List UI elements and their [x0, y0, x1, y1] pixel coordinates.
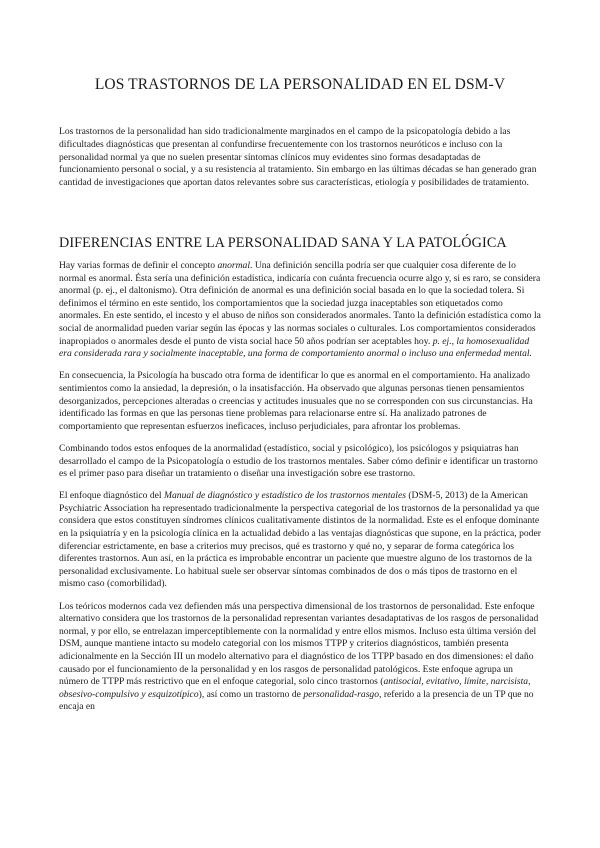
text-run: El enfoque diagnóstico del: [59, 490, 164, 502]
paragraph-dimensional: [59, 601, 542, 714]
paragraph-psychology: En consecuencia, la Psicología ha buscado otra forma de identificar lo que es anormal en el comportamiento. Ha analizado sentimientos como la ansiedad, la depresión, o la insatisfacción. Ha observado que algunas personas tienen pensamientos desorganizados, percepciones alteradas o creencias y actitudes inusuales que no se corresponden con sus circunstancias. Ha identificado las formas en que las personas tiene problemas para relacionarse entre sí. Ha analizado patrones de comportamiento que representan esfuerzos ineficaces, incluso perjudiciales, para afrontar los problemas.: [59, 370, 533, 432]
text-run: (DSM-5, 2013) de la American Psychiatric Association ha representado tradicionalmente la perspectiva categorial de los trastornos de la personalidad ya que considera que estos constituyen síndromes clínicos cualitativamente distintos de la normalidad. Este es el enfoque dominante en la psiquiatría y en la psicología clínica en la actualidad debido a las ventajas diagnósticas que supone, en la práctica, poder diferenciar estrictamente, en base a criterios muy precisos, qué es trastorno y qué no, y separar de forma categórica los diferentes trastornos. Aun así, en la práctica es improbable encontrar un paciente que muestre alguno de los trastornos de la personalidad exclusivamente. Lo habitual suele ser observar síntomas combinados de dos o más tipos de trastorno en el mismo caso (comorbilidad).: [59, 490, 541, 590]
paragraph-dsm-approach: [59, 490, 542, 591]
text-run: , referido a la presencia de un TP que no encaja en: [59, 688, 534, 713]
section-body: [59, 260, 542, 724]
italic-term: personalidad-rasgo: [303, 688, 380, 700]
paragraph-psychopathology: Combinando todos estos enfoques de la anormalidad (estadístico, social y psicológico), los psicólogos y psiquiatras han desarrollado el campo de la Psicopatología o estudio de los trastornos mentales. Saber cómo definir e identificar un trastorno es el primer paso para diseñar un tratamiento o diseñar una investigación sobre ese trastorno.: [59, 442, 538, 480]
italic-disorder-list: antisocial, evitativo, límite, narcisista, obsesivo-compulsivo y esquizotípico: [59, 676, 531, 700]
document-title: LOS TRASTORNOS DE LA PERSONALIDAD EN EL DSM-V: [94, 76, 506, 93]
italic-term: anormal: [217, 260, 251, 271]
intro-paragraph: Los trastornos de la personalidad han sido tradicionalmente marginados en el campo de la psicopatología debido a las dificultades diagnósticas que presentan al confundirse frecuentemente con los trastornos neuróticos e incluso con la personalidad normal ya que no suelen presentar síntomas clínicos muy evidentes sino formas desadaptadas de funcionamiento personal o social, y a su resistencia al tratamiento. Sin embargo en las últimas décadas se han generado gran cantidad de investigaciones que aportan datos relevantes sobre sus características, etiología y posibilidades de tratamiento.: [59, 126, 537, 189]
text-run: . Una definición sencilla podría ser que cualquier cosa diferente de lo normal es anormal. Ésta sería una definición estadística, indicaría con cuánta frecuencia ocurre algo y, si es raro, se considera anormal (p. ej., el daltonismo). Otra definición de anormal es una definición social basada en lo que la sociedad tolera. Si definimos el término en este sentido, los comportamientos que la sociedad juzga inaceptables son etiquetados como anormales. En este sentido, el incesto y el abuso de niños son considerados anormales. Tanto la definición estadística como la social de anormalidad pueden variar según las épocas y las normas sociales o culturales. Los comportamientos considerados inapropiados o anormales desde el punto de vista social hace 50 años podrían ser aceptables hoy.: [59, 260, 541, 347]
section-heading: DIFERENCIAS ENTRE LA PERSONALIDAD SANA Y LA PATOLÓGICA: [59, 235, 507, 251]
italic-manual-title: Manual de diagnóstico y estadístico de los trastornos mentales: [163, 490, 406, 502]
text-run: Los teóricos modernos cada vez defienden más una perspectiva dimensional de los trastornos de personalidad. Este enfoque alternativo considera que los trastornos de la personalidad representan variantes desadaptativas de los rasgos de personalidad normal, y por ello, se entrelazan imperceptiblemente con la normalidad y entre ellos mismos. Incluso esta última versión del DSM, aunque mantiene intacto su modelo categorial con los mismos TTPP y criterios diagnósticos, también presenta adicionalmente en la Sección III un modelo alternativo para el diagnóstico de los TTPP basado en dos dimensiones: el daño causado por el funcionamiento de la personalidad y en los rasgos de personalidad patológicos. Este enfoque agrupa un número de TTPP más restrictivo que en el enfoque categorial, solo cinco trastornos (: [59, 600, 539, 688]
text-run: Hay varias formas de definir el concepto: [59, 260, 218, 271]
italic-example: p. ej., la homosexualidad era considerada rara y socialmente inaceptable, una forma de comportamiento anormal o incluso una enfermedad mental.: [59, 335, 532, 360]
text-run: ), así como un trastorno de: [198, 688, 304, 700]
paragraph-definitions: [59, 260, 542, 361]
